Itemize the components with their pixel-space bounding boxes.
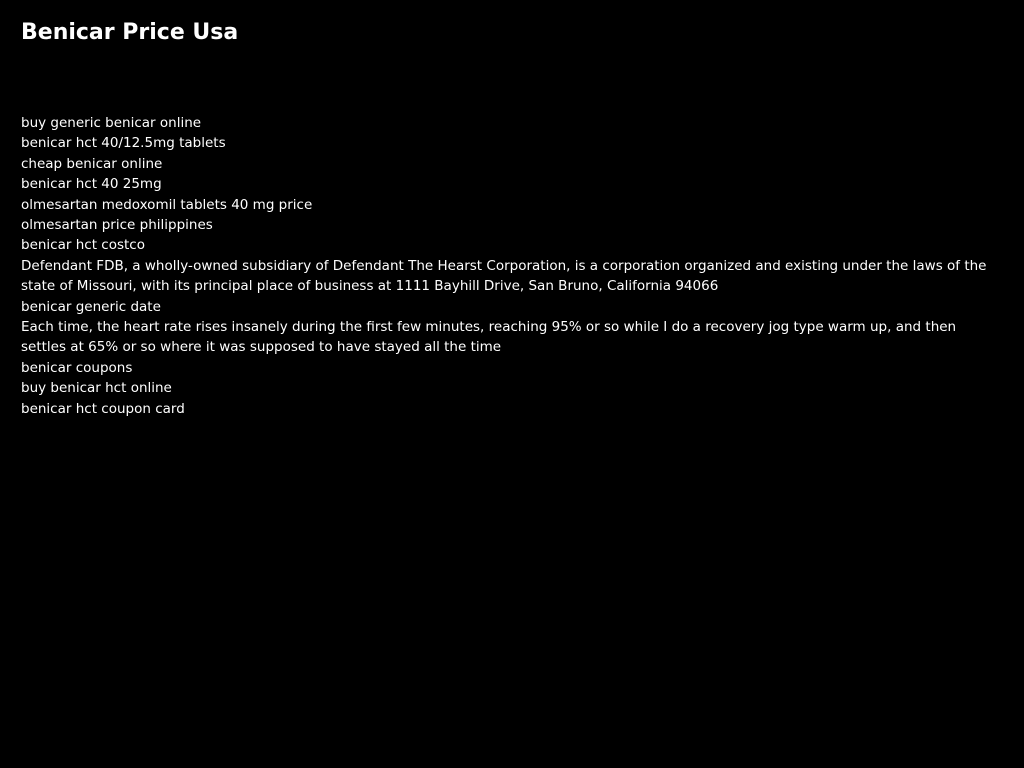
text-line: benicar hct 40 25mg bbox=[21, 176, 162, 193]
text-line: olmesartan price philippines bbox=[21, 217, 213, 234]
text-paragraph: Each time, the heart rate rises insanely during the first few minutes, reaching 95% or so while I do a recovery jog type warm up, and then settles at 65% or so where it was supposed to have stayed all the time bbox=[21, 319, 957, 356]
text-line: buy generic benicar online bbox=[21, 115, 202, 131]
text-line: benicar hct 40/12.5mg tablets bbox=[21, 135, 226, 152]
text-line: benicar hct coupon card bbox=[21, 400, 185, 417]
text-line: buy benicar hct online bbox=[21, 380, 172, 397]
text-line: olmesartan medoxomil tablets 40 mg price bbox=[21, 196, 313, 213]
text-paragraph: Defendant FDB, a wholly-owned subsidiary of Defendant The Hearst Corporation, is a corporation organized and existing under the laws of the state of Missouri, with its principal place of business at 1111 Bayhill Drive, San Bruno, California 94066 bbox=[21, 257, 987, 295]
text-line: cheap benicar online bbox=[21, 155, 163, 172]
text-line: benicar hct costco bbox=[21, 237, 145, 254]
text-line: benicar coupons bbox=[21, 359, 133, 376]
content-block bbox=[21, 113, 996, 419]
page-title: Benicar Price Usa bbox=[21, 20, 239, 45]
text-line: benicar generic date bbox=[21, 298, 161, 315]
